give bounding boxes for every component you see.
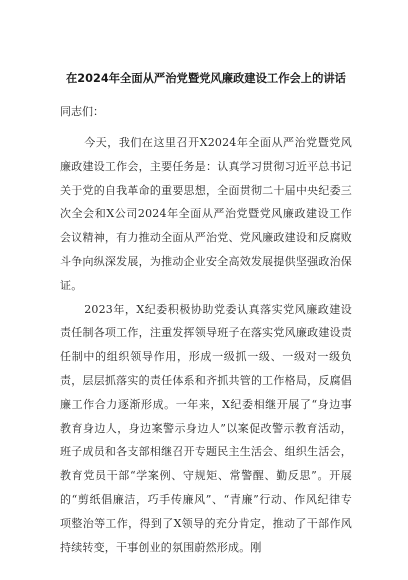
salutation: 同志们： xyxy=(60,105,104,118)
paragraph-review-2023: 2023年，X纪委积极协助党委认真落实党风廉政建设责任制各项工作，注重发挥领导班子在落实党风廉政建设责任制中的组织领导作用，形成一级抓一级、一级对一级负责，层层抓落实的责任体系和齐抓共管的工作格局，反腐倡廉工作合力逐渐形成。一年来，X纪委相继开展了“身边事教育身边人，身边案警示身边人”以案促改警示教育活动，班子成员和各支部相继召开专题民主生活会、组织生活会，教育党员干部“学案例、守规矩、常警醒、勤反思”。开展的“剪纸倡廉洁，巧手传廉风”、“青廉”行动、作风纪律专项整治等工作，得到了X领导的充分肯定，推动了干部作风持续转变，干事创业的氛围蔚然形成。刚 xyxy=(60,302,352,554)
document-title: 在2024年全面从严治党暨党风廉政建设工作会上的讲话 xyxy=(66,72,346,85)
paragraph-opening: 今天，我们在这里召开X2024年全面从严治党暨党风廉政建设工作会，主要任务是：认真学习贯彻习近平总书记关于党的自我革命的重要思想，全面贯彻二十届中央纪委三次全会和X公司2024年全面从严治党暨党风廉政建设工作会议精神，有力推动全面从严治党、党风廉政建设和反腐败斗争向纵深发展，为推动企业安全高效发展提供坚强政治保证。 xyxy=(60,136,352,292)
